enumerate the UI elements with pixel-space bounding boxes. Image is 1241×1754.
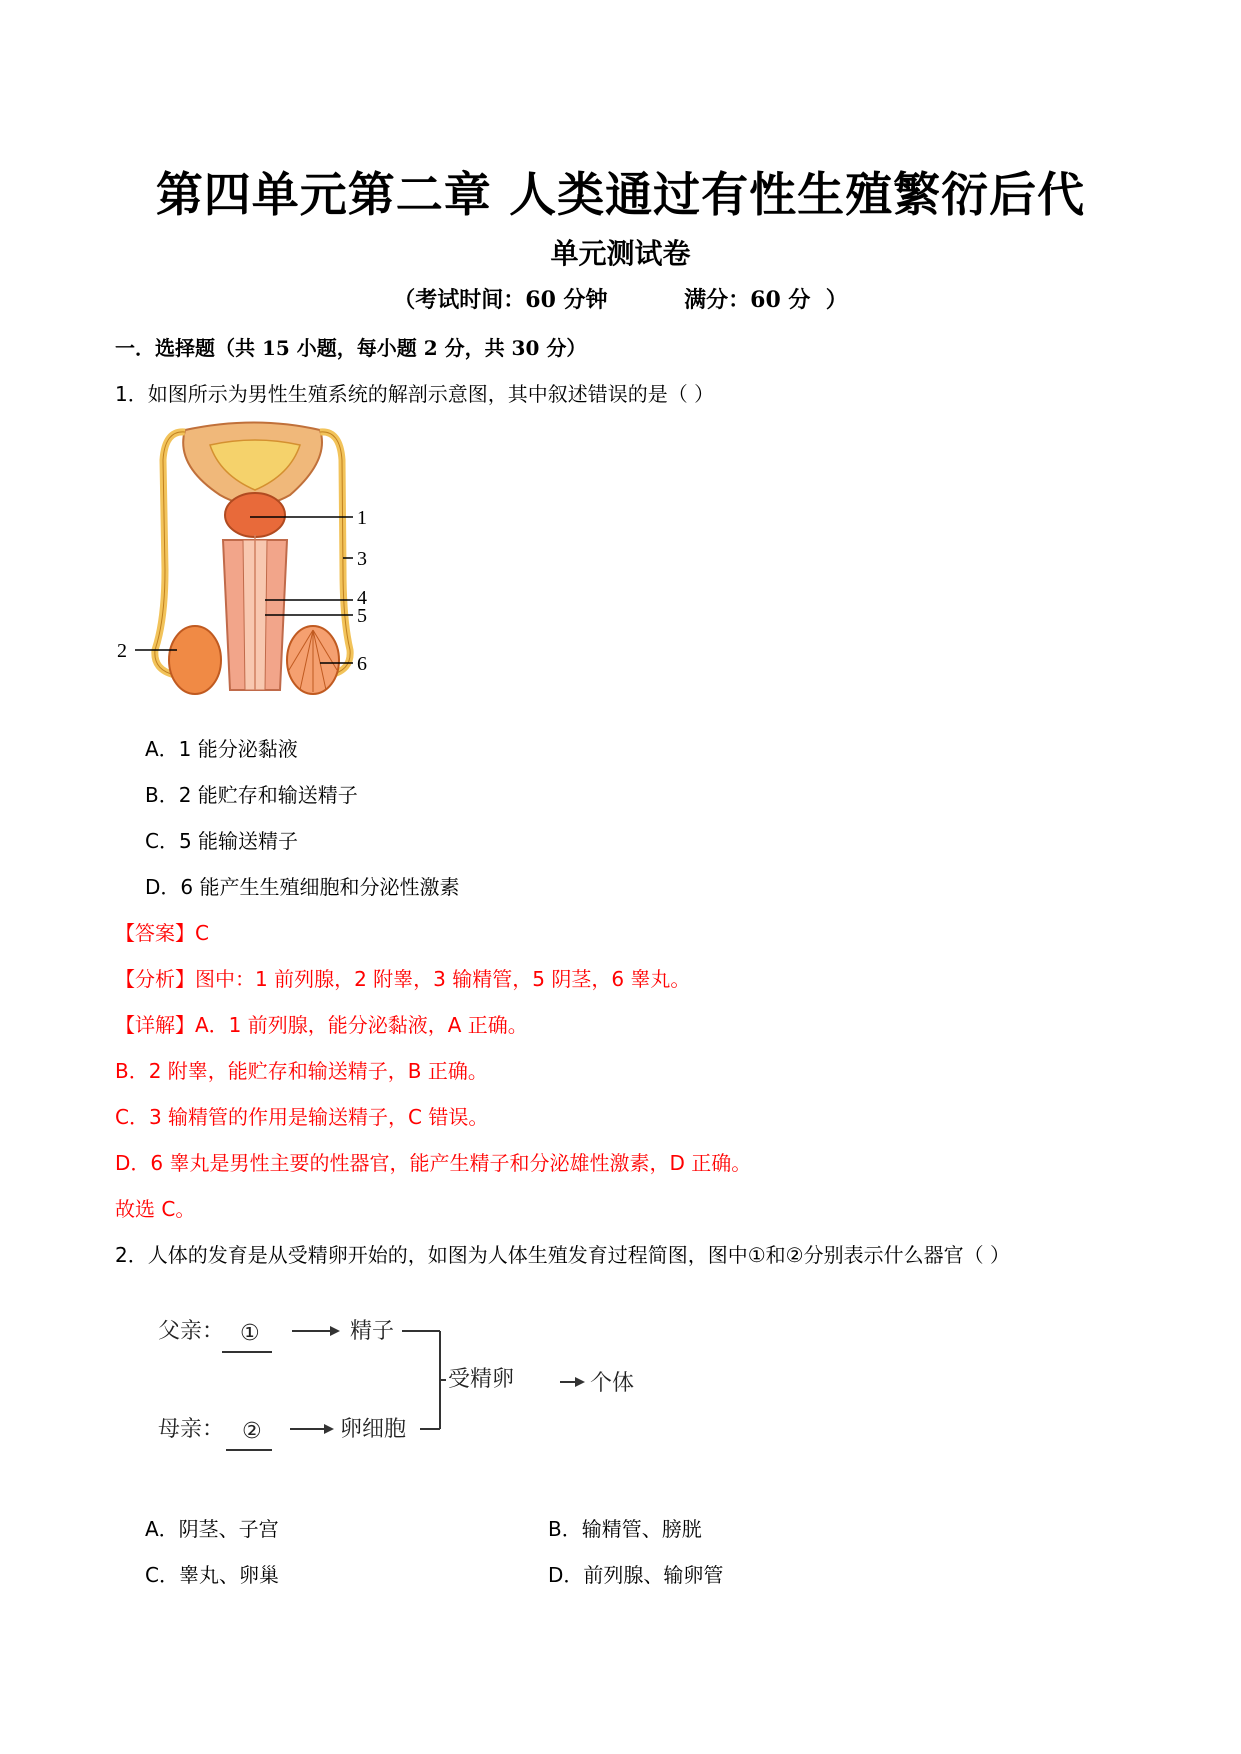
q1-option-c: C．5 能输送精子: [145, 829, 299, 853]
q2-option-c: C．睾丸、卵巢: [145, 1563, 279, 1587]
q1-option-a: A．1 能分泌黏液: [145, 737, 298, 761]
q1-answer: 【答案】C: [115, 921, 209, 945]
q1-detail-a: 【详解】A．1 前列腺，能分泌黏液，A 正确。: [115, 1013, 528, 1037]
label-1: 1: [357, 507, 367, 529]
reproduction-flow-diagram: [150, 1300, 530, 1470]
father-label: 父亲：: [158, 1319, 225, 1344]
mark-1: ①: [240, 1321, 260, 1346]
q1-option-d: D．6 能产生生殖细胞和分泌性激素: [145, 875, 460, 899]
individual-text: 个体: [590, 1371, 635, 1396]
q1-stem: 1．如图所示为男性生殖系统的解剖示意图，其中叙述错误的是（ ）: [115, 382, 715, 406]
page-title: 第四单元第二章 人类通过有性生殖繁衍后代: [155, 168, 1086, 223]
section-heading: 一．选择题（共 15 小题，每小题 2 分，共 30 分）: [115, 336, 587, 360]
male-reproductive-diagram: [115, 420, 395, 700]
mother-label: 母亲：: [158, 1417, 225, 1442]
q2-option-b: B．输精管、膀胱: [548, 1517, 702, 1541]
sperm-label: 精子: [350, 1319, 395, 1344]
q1-analysis: 【分析】图中：1 前列腺，2 附睾，3 输精管，5 阴茎，6 睾丸。: [115, 967, 691, 991]
page-subtitle: 单元测试卷: [550, 237, 691, 270]
label-5: 5: [357, 605, 367, 627]
zygote-arrow: [530, 1356, 710, 1406]
zygote-label: 受精卵: [448, 1367, 515, 1392]
q2-option-d: D．前列腺、输卵管: [548, 1563, 724, 1587]
q1-detail-d: D．6 睾丸是男性主要的性器官，能产生精子和分泌雄性激素，D 正确。: [115, 1151, 752, 1175]
q2-stem: 2．人体的发育是从受精卵开始的，如图为人体生殖发育过程简图，图中①和②分别表示什么器官（ ）: [115, 1243, 1010, 1267]
label-6: 6: [357, 653, 367, 675]
label-2: 2: [117, 640, 127, 662]
q2-option-a: A．阴茎、子宫: [145, 1517, 279, 1541]
q1-option-b: B．2 能贮存和输送精子: [145, 783, 358, 807]
exam-info: （考试时间：60 分钟 满分：60 分 ）: [393, 287, 848, 313]
q1-detail-c: C．3 输精管的作用是输送精子，C 错误。: [115, 1105, 489, 1129]
label-4: 4: [357, 587, 367, 609]
mark-2: ②: [242, 1419, 262, 1444]
q1-conclusion: 故选 C。: [115, 1197, 196, 1221]
label-3: 3: [357, 548, 367, 570]
egg-label: 卵细胞: [340, 1417, 407, 1442]
q1-detail-b: B．2 附睾，能贮存和输送精子，B 正确。: [115, 1059, 488, 1083]
